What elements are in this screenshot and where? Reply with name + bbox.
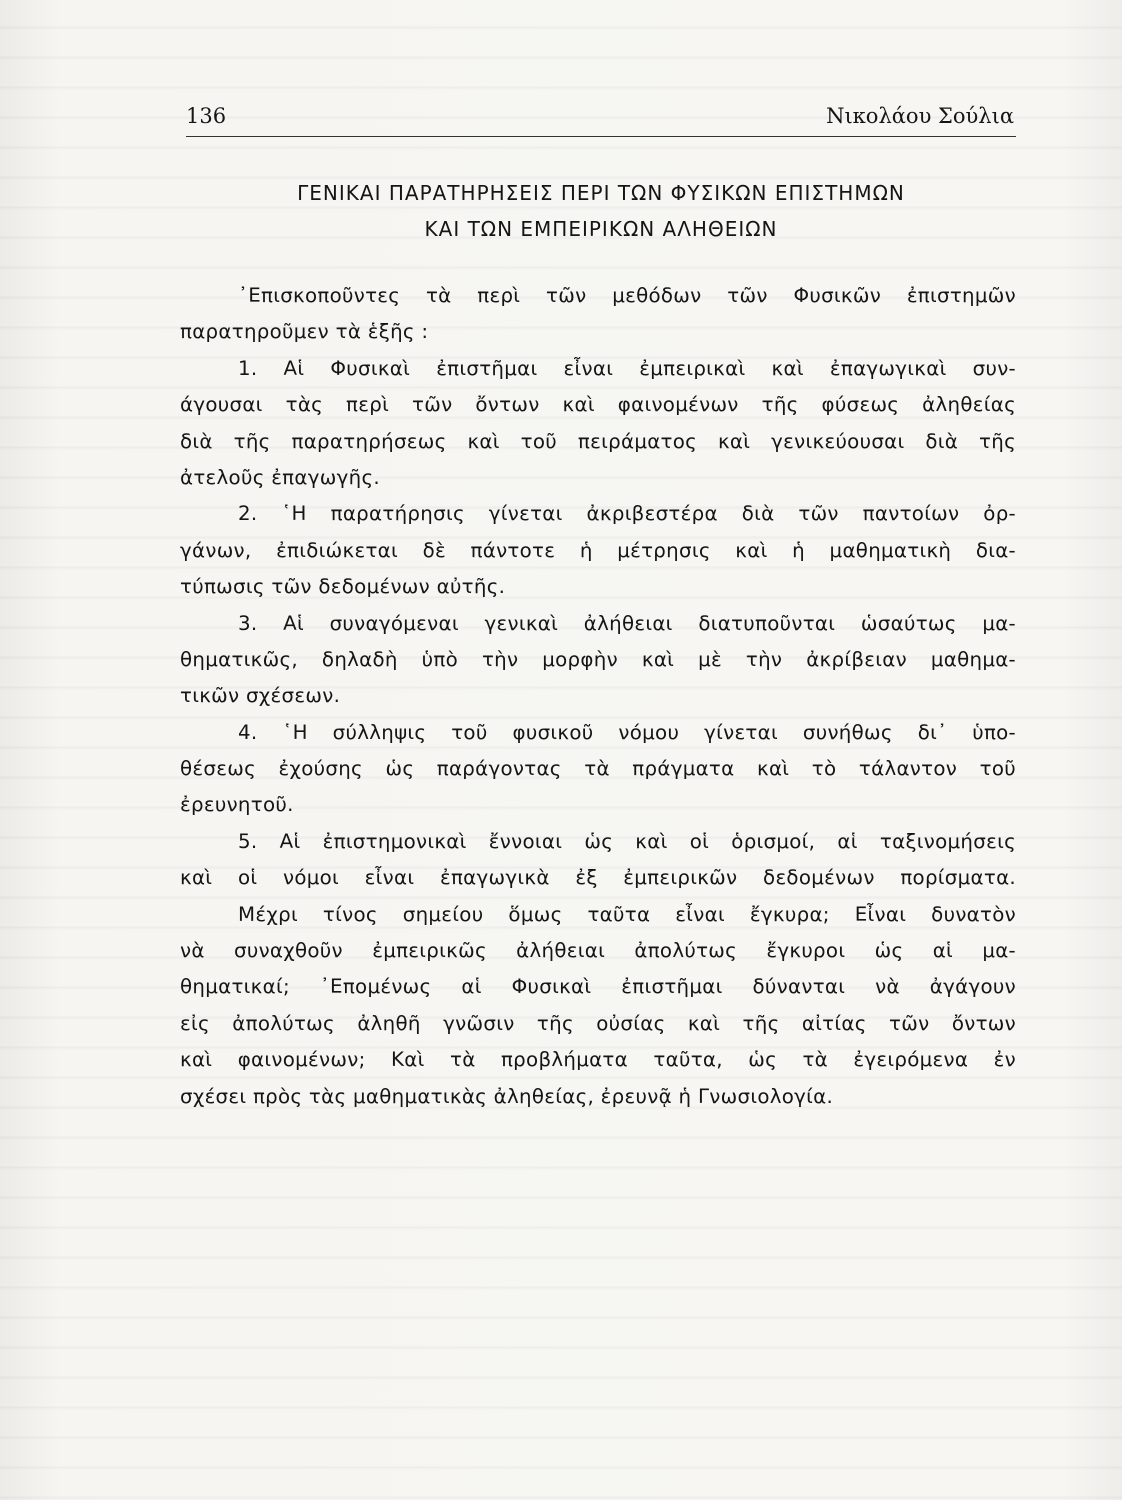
text-line: διὰ τῆς παρατηρήσεως καὶ τοῦ πειράματος καὶ γενικεύουσαι διὰ τῆς xyxy=(180,429,1016,453)
page-number: 136 xyxy=(186,104,227,128)
text-line: νὰ συναχθοῦν ἐμπειρικῶς ἀλήθειαι ἀπολύτως ἔγκυροι ὡς αἱ μα- xyxy=(180,939,1016,963)
page-header xyxy=(186,102,1016,137)
text-line: 3. Αἱ συναγόμεναι γενικαὶ ἀλήθειαι διατυποῦνται ὡσαύτως μα- xyxy=(238,611,1016,635)
section-title xyxy=(186,175,1016,247)
text-line: τύπωσις τῶν δεδομένων αὐτῆς. xyxy=(180,575,506,599)
text-line: θηματικαί; ᾿Επομένως αἱ Φυσικαὶ ἐπιστῆμαι δύνανται νὰ ἀγάγουν xyxy=(180,975,1016,999)
text-line: 2. ῾Η παρατήρησις γίνεται ἀκριβεστέρα διὰ τῶν παντοίων ὀρ- xyxy=(238,502,1016,526)
body-text xyxy=(180,278,1016,1115)
section-title-line-1: ΓΕΝΙΚΑΙ ΠΑΡΑΤΗΡΗΣΕΙΣ ΠΕΡΙ ΤΩΝ ΦΥΣΙΚΩΝ ΕΠΙΣΤΗΜΩΝ xyxy=(297,181,905,205)
text-line: ἀτελοῦς ἐπαγωγῆς. xyxy=(180,465,380,489)
text-line: εἰς ἀπολύτως ἀληθῆ γνῶσιν τῆς οὐσίας καὶ τῆς αἰτίας τῶν ὄντων xyxy=(180,1011,1016,1035)
text-line: 4. ῾Η σύλληψις τοῦ φυσικοῦ νόμου γίνεται συνήθως δι᾿ ὑπο- xyxy=(238,720,1016,744)
text-line: άγουσαι τὰς περὶ τῶν ὄντων καὶ φαινομένων τῆς φύσεως ἀληθείας xyxy=(180,393,1016,417)
text-line: καὶ οἱ νόμοι εἶναι ἐπαγωγικὰ ἐξ ἐμπειρικῶν δεδομένων πορίσματα. xyxy=(180,866,1016,890)
text-line: τικῶν σχέσεων. xyxy=(180,684,341,708)
text-line: σχέσει πρὸς τὰς μαθηματικὰς ἀληθείας, ἐρευνᾷ ἡ Γνωσιολογία. xyxy=(180,1084,834,1108)
text-line: παρατηροῦμεν τὰ ἑξῆς : xyxy=(180,320,429,344)
text-line: γάνων, ἐπιδιώκεται δὲ πάντοτε ἡ μέτρησις καὶ ἡ μαθηματικὴ δια- xyxy=(180,538,1016,562)
text-line: Μέχρι τίνος σημείου ὅμως ταῦτα εἶναι ἔγκυρα; Εἶναι δυνατὸν xyxy=(238,902,1016,926)
text-line: θηματικῶς, δηλαδὴ ὑπὸ τὴν μορφὴν καὶ μὲ τὴν ἀκρίβειαν μαθημα- xyxy=(180,647,1016,671)
text-line: ἐρευνητοῦ. xyxy=(180,793,294,817)
text-line: 1. Αἱ Φυσικαὶ ἐπιστῆμαι εἶναι ἐμπειρικαὶ καὶ ἐπαγωγικαὶ συν- xyxy=(238,356,1016,380)
text-line: ᾿Επισκοποῦντες τὰ περὶ τῶν μεθόδων τῶν Φυσικῶν ἐπιστημῶν xyxy=(238,284,1016,307)
text-line: θέσεως ἐχούσης ὡς παράγοντας τὰ πράγματα καὶ τὸ τάλαντον τοῦ xyxy=(180,757,1016,781)
section-title-line-2: ΚΑΙ ΤΩΝ ΕΜΠΕΙΡΙΚΩΝ ΑΛΗΘΕΙΩΝ xyxy=(424,217,778,241)
text-line: καὶ φαινομένων; Καὶ τὰ προβλήματα ταῦτα, ὡς τὰ ἐγειρόμενα ἐν xyxy=(180,1048,1016,1072)
text-line: 5. Αἱ ἐπιστημονικαὶ ἔννοιαι ὡς καὶ οἱ ὁρισμοί, αἱ ταξινομήσεις xyxy=(238,829,1016,853)
running-head: Νικολάου Σούλια xyxy=(826,104,1014,128)
